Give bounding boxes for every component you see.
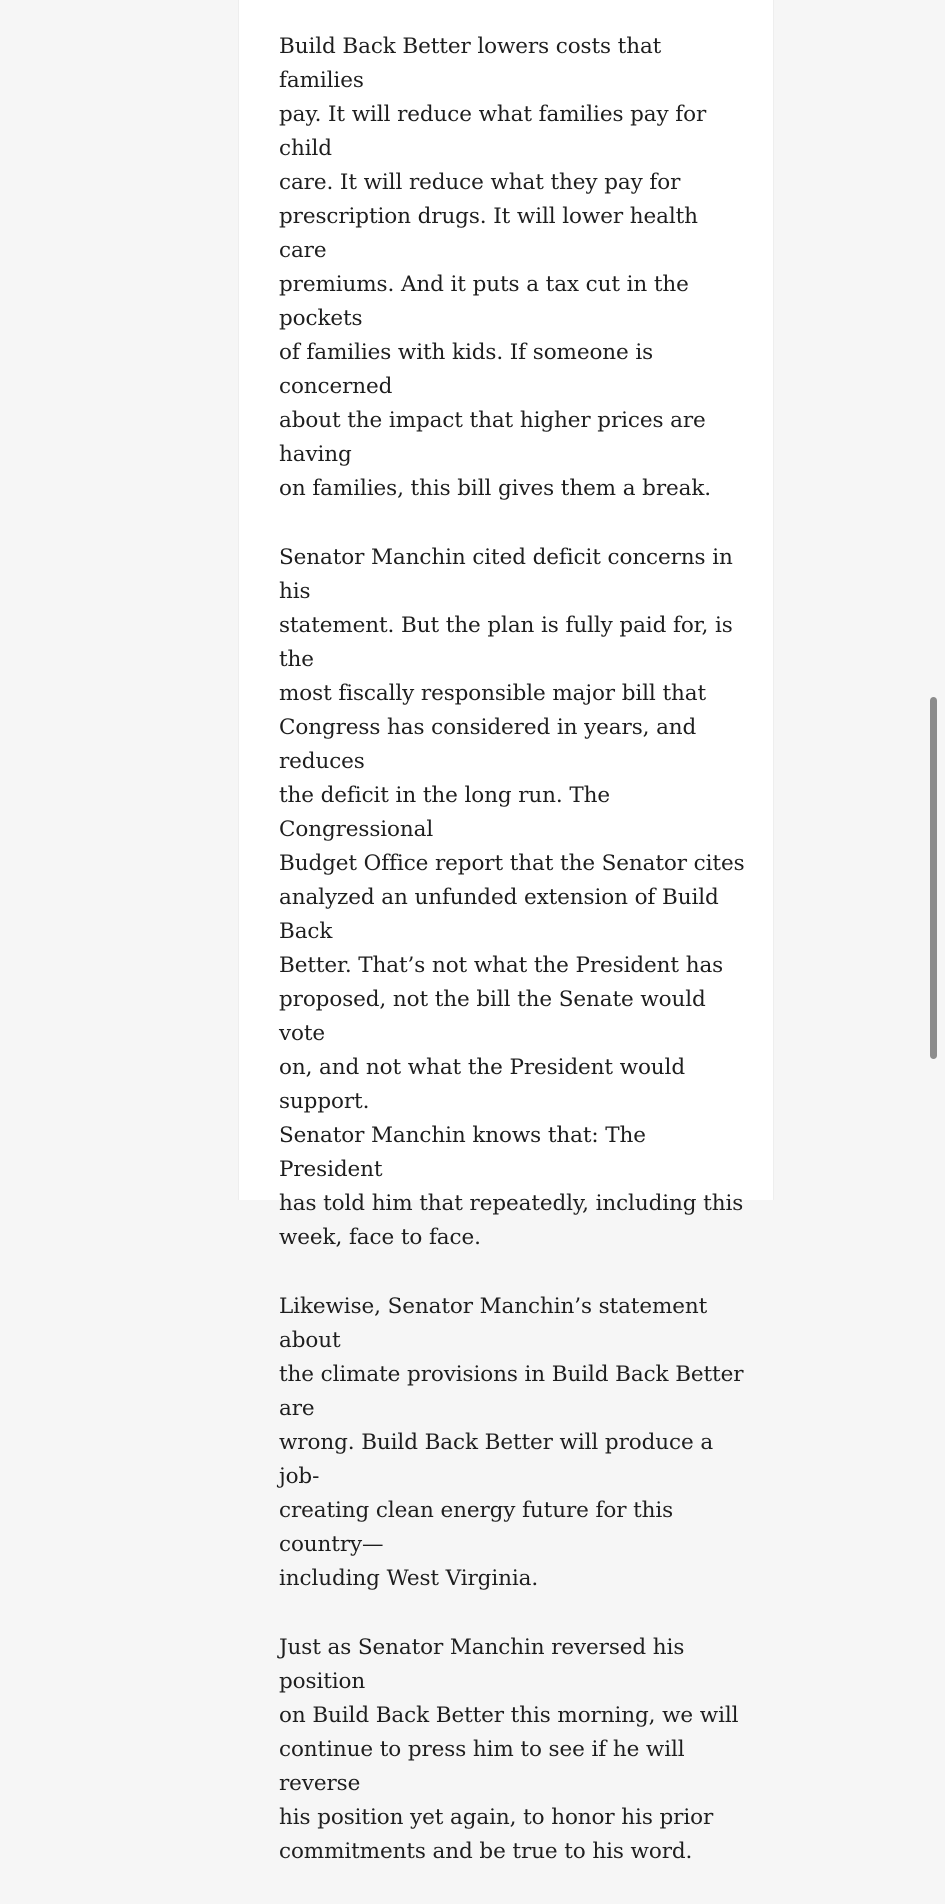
- article-column: [238, 0, 774, 1864]
- vertical-scrollbar-thumb[interactable]: [930, 697, 937, 1059]
- paragraph-reversal: Just as Senator Manchin reversed his position on Build Back Better this morning, we will continue to press him to see if he will reverse his position yet again, to honor his prior commitments and be true to his word.: [279, 1635, 739, 1864]
- article-body: [279, 30, 749, 1904]
- paragraph-deficit: Senator Manchin cited deficit concerns in his statement. But the plan is fully paid for, is the most fiscally responsible major bill that Congress has considered in years, and reduces the deficit in the long run. The Congressional Budget Office report that the Senator cites analyzed an unfunded extension of Build Back Better. That’s not what the President has proposed, not the bill the Senate would vote on, and not what the President would support. Senator Manchin knows that: The President has told him that repeatedly, including this week, face to face.: [279, 545, 745, 1250]
- paragraph-climate: Likewise, Senator Manchin’s statement about the climate provisions in Build Back Better are wrong. Build Back Better will produce a job- creating clean energy future for this country— including West Virginia.: [279, 1294, 744, 1591]
- paragraph-costs: Build Back Better lowers costs that families pay. It will reduce what families pay for child care. It will reduce what they pay for prescription drugs. It will lower health care premiums. And it puts a tax cut in the pockets of families with kids. If someone is concerned about the impact that higher prices are having on families, this bill gives them a break.: [279, 34, 712, 501]
